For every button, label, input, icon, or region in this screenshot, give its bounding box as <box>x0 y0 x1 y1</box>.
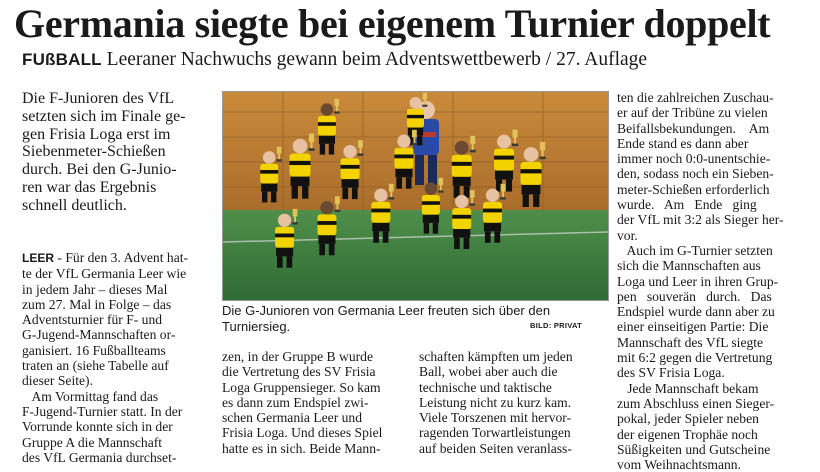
article-lead: Die F-Junioren des VfL setzten sich im Finale ge- gen Frisia Loga erst im Siebenmeter-Schießen durch. Bei den G-Junio- ren war das Ergebnis schnell deutlich. <box>22 90 186 214</box>
team-photo <box>222 91 609 301</box>
column-1-text: - Für den 3. Advent hat- te der VfL Germania Leer wie in jedem Jahr – dieses Mal zum 27. Mal in Folge – das Adventsturnier für F- und G-Jugend-Mannschaften or- ganisiert. 16 Fußballteams traten an (siehe Tabelle auf dieser Seite). Am Vormittag fand das F-Jugend-Turnier statt. In der Vorrunde konnte sich in der Gruppe A die Mannschaft des VfL Germania durchset- <box>22 250 189 465</box>
team-photo-illustration <box>223 92 608 300</box>
article-headline: Germania siegte bei eigenem Turnier doppelt <box>14 1 771 46</box>
article-column-3: schaften kämpften um jeden Ball, wobei aber auch die technische und taktische Leistung nicht zu kurz kam. Viele Torszenen mit hervor- ragenden Torwartleistungen auf beiden Seiten veranlass- <box>419 349 573 456</box>
photo-caption: Die G-Junioren von Germania Leer freuten sich über den Turniersieg. <box>222 303 551 334</box>
article-column-1 <box>22 250 214 465</box>
photo-credit: BILD: PRIVAT <box>530 321 583 330</box>
dateline: LEER <box>22 251 55 265</box>
article-subheadline: Leeraner Nachwuchs gewann beim Adventswettbewerb / 27. Auflage <box>106 49 648 70</box>
article-column-4: ten die zahlreichen Zuschau- er auf der Tribüne zu vielen Beifallsbekundungen. Am Ende stand es dann aber immer noch 0:0-unentschie- den, sodass noch ein Sieben- meter-Schießen erforderlich wurde. Am Ende ging der VfL mit 3:2 als Sieger her- vor. Auch im G-Turnier setzten sich die Mannschaften aus Loga und Leer in ihren Grup- pen souverän durch. Das Endspiel wurde dann aber zu einer einseitigen Partie: Die Mannschaft des VfL siegte mit 6:2 gegen die Vertretung des SV Frisia Loga. Jede Mannschaft bekam zum Abschluss einen Sieger- pokal, jeder Spieler neben der eigenen Trophäe noch Süßigkeiten und Gutscheine vom Weihnachtsmann. <box>617 90 784 472</box>
article-column-2: zen, in der Gruppe B wurde die Vertretung des SV Frisia Loga Gruppensieger. So kam es dann zum Endspiel zwi- schen Germania Leer und Frisia Loga. Und dieses Spiel hatte es in sich. Beide Mann- <box>222 349 383 456</box>
section-kicker: FUßBALL <box>22 50 102 69</box>
article-subheadline-line <box>22 48 812 72</box>
